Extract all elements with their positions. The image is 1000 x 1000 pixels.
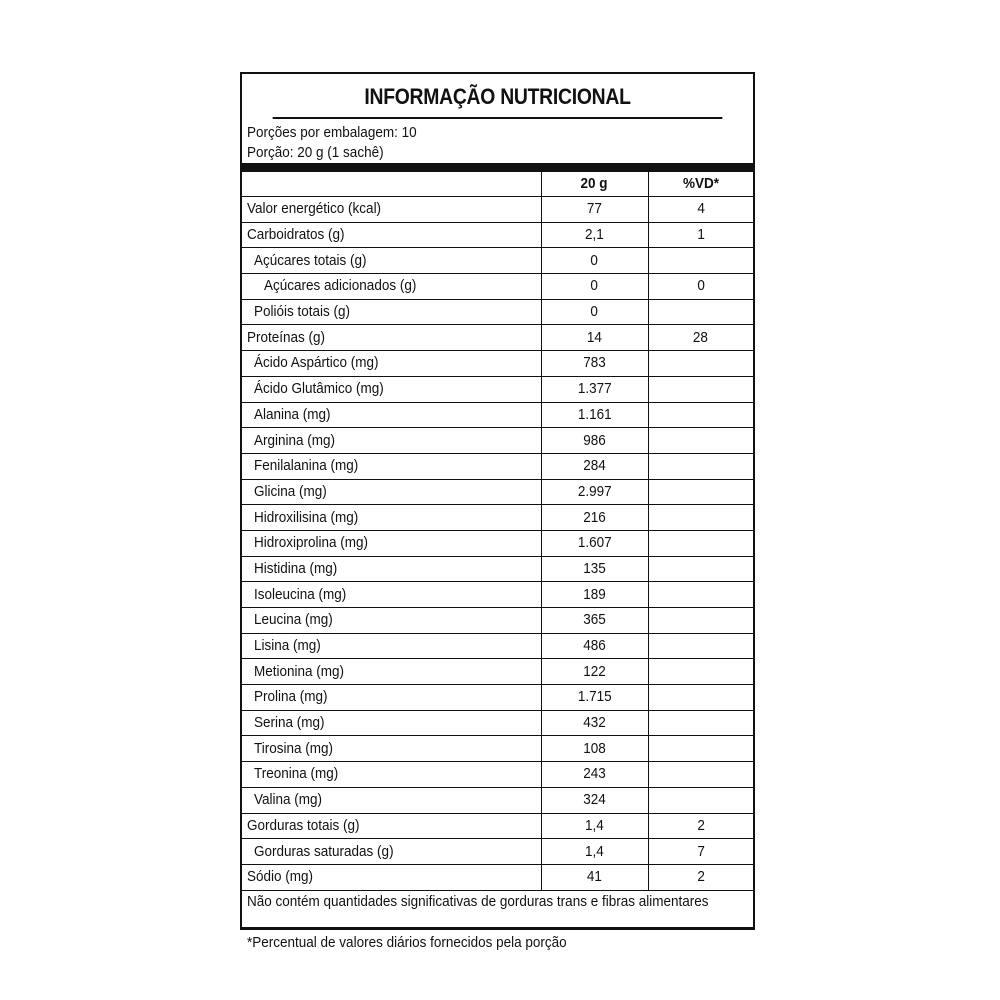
table-row: [242, 813, 753, 839]
table-row: [242, 402, 753, 428]
table-row: [242, 582, 753, 608]
nutrient-name: Ácido Aspártico (mg): [242, 351, 541, 377]
nutrient-name: Ácido Glutâmico (mg): [242, 376, 541, 402]
nutrient-name: Histidina (mg): [242, 556, 541, 582]
nutrient-amount: 2.997: [541, 479, 648, 505]
nutrient-daily-value: [648, 582, 753, 608]
nutrient-amount: 486: [541, 633, 648, 659]
nutrient-amount: 41: [541, 864, 648, 889]
nutrient-daily-value: [648, 608, 753, 634]
nutrient-daily-value: [648, 428, 753, 454]
nutrient-daily-value: 2: [648, 864, 753, 889]
nutrient-amount: 77: [541, 197, 648, 223]
nutrient-amount: 365: [541, 608, 648, 634]
nutrient-daily-value: [648, 736, 753, 762]
portion-info: [242, 119, 753, 163]
table-row: [242, 505, 753, 531]
table-row: [242, 530, 753, 556]
nutrient-name: Metionina (mg): [242, 659, 541, 685]
nutrient-name: Gorduras saturadas (g): [242, 839, 541, 865]
table-row: [242, 608, 753, 634]
header-nutrient: [242, 172, 541, 197]
nutrient-name: Proteínas (g): [242, 325, 541, 351]
table-row: [242, 633, 753, 659]
nutrient-daily-value: 28: [648, 325, 753, 351]
nutrition-table: [242, 172, 753, 890]
nutrient-name: Fenilalanina (mg): [242, 453, 541, 479]
nutrient-name: Hidroxiprolina (mg): [242, 530, 541, 556]
nutrient-amount: 0: [541, 248, 648, 274]
nutrient-name: Carboidratos (g): [242, 222, 541, 248]
nutrient-name: Sódio (mg): [242, 864, 541, 889]
nutrient-amount: 1.161: [541, 402, 648, 428]
thick-divider: [242, 163, 753, 172]
table-row: [242, 248, 753, 274]
label-title: INFORMAÇÃO NUTRICIONAL: [273, 74, 723, 119]
table-row: [242, 428, 753, 454]
nutrient-daily-value: 7: [648, 839, 753, 865]
portions-per-package: Porções por embalagem: 10: [247, 124, 417, 141]
nutrient-amount: 0: [541, 299, 648, 325]
nutrient-daily-value: [648, 659, 753, 685]
nutrient-amount: 284: [541, 453, 648, 479]
nutrient-amount: 122: [541, 659, 648, 685]
nutrient-name: Glicina (mg): [242, 479, 541, 505]
nutrient-amount: 0: [541, 274, 648, 300]
nutrient-amount: 135: [541, 556, 648, 582]
nutrient-amount: 189: [541, 582, 648, 608]
nutrient-rows: [242, 197, 753, 890]
table-row: [242, 685, 753, 711]
portion-size: Porção: 20 g (1 sachê): [247, 144, 384, 161]
table-row: [242, 787, 753, 813]
nutrient-daily-value: [648, 710, 753, 736]
nutrient-daily-value: [648, 479, 753, 505]
table-row: [242, 376, 753, 402]
nutrient-name: Tirosina (mg): [242, 736, 541, 762]
nutrient-daily-value: [648, 633, 753, 659]
table-row: [242, 479, 753, 505]
nutrient-amount: 14: [541, 325, 648, 351]
table-row: [242, 556, 753, 582]
nutrition-note: Não contém quantidades significativas de gorduras trans e fibras alimentares: [242, 890, 753, 927]
nutrient-name: Isoleucina (mg): [242, 582, 541, 608]
nutrient-daily-value: 1: [648, 222, 753, 248]
table-row: [242, 299, 753, 325]
nutrient-name: Hidroxilisina (mg): [242, 505, 541, 531]
nutrient-daily-value: [648, 453, 753, 479]
nutrient-daily-value: [648, 556, 753, 582]
table-row: [242, 710, 753, 736]
nutrient-name: Alanina (mg): [242, 402, 541, 428]
nutrient-daily-value: [648, 685, 753, 711]
nutrient-amount: 1,4: [541, 839, 648, 865]
table-row: [242, 762, 753, 788]
nutrient-amount: 986: [541, 428, 648, 454]
nutrient-amount: 1.715: [541, 685, 648, 711]
table-row: [242, 274, 753, 300]
nutrient-name: Lisina (mg): [242, 633, 541, 659]
nutrient-daily-value: [648, 762, 753, 788]
table-row: [242, 864, 753, 889]
nutrient-amount: 1.607: [541, 530, 648, 556]
nutrient-name: Leucina (mg): [242, 608, 541, 634]
nutrient-name: Açúcares adicionados (g): [242, 274, 541, 300]
table-row: [242, 453, 753, 479]
nutrient-daily-value: [648, 787, 753, 813]
nutrient-amount: 432: [541, 710, 648, 736]
table-row: [242, 839, 753, 865]
nutrient-name: Gorduras totais (g): [242, 813, 541, 839]
nutrient-name: Valina (mg): [242, 787, 541, 813]
nutrient-daily-value: 4: [648, 197, 753, 223]
nutrient-daily-value: [648, 248, 753, 274]
nutrient-name: Valor energético (kcal): [242, 197, 541, 223]
header-amount: 20 g: [541, 172, 648, 197]
table-header-row: [242, 172, 753, 197]
nutrient-amount: 243: [541, 762, 648, 788]
nutrient-daily-value: 2: [648, 813, 753, 839]
nutrient-name: Serina (mg): [242, 710, 541, 736]
table-row: [242, 325, 753, 351]
nutrient-amount: 1,4: [541, 813, 648, 839]
nutrient-name: Polióis totais (g): [242, 299, 541, 325]
nutrient-name: Treonina (mg): [242, 762, 541, 788]
nutrient-daily-value: [648, 299, 753, 325]
nutrient-amount: 1.377: [541, 376, 648, 402]
table-row: [242, 197, 753, 223]
nutrient-name: Açúcares totais (g): [242, 248, 541, 274]
nutrient-daily-value: [648, 530, 753, 556]
nutrient-amount: 2,1: [541, 222, 648, 248]
nutrient-name: Arginina (mg): [242, 428, 541, 454]
nutrient-daily-value: [648, 402, 753, 428]
nutrient-daily-value: 0: [648, 274, 753, 300]
nutrient-daily-value: [648, 505, 753, 531]
table-row: [242, 351, 753, 377]
nutrient-amount: 324: [541, 787, 648, 813]
table-row: [242, 222, 753, 248]
header-daily-value: %VD*: [648, 172, 753, 197]
nutrient-amount: 783: [541, 351, 648, 377]
table-row: [242, 659, 753, 685]
nutrition-facts-label: [240, 72, 755, 951]
table-row: [242, 736, 753, 762]
nutrient-amount: 108: [541, 736, 648, 762]
nutrient-amount: 216: [541, 505, 648, 531]
daily-value-footnote: *Percentual de valores diários fornecidos pela porção: [242, 927, 753, 953]
nutrient-daily-value: [648, 351, 753, 377]
nutrient-daily-value: [648, 376, 753, 402]
nutrient-name: Prolina (mg): [242, 685, 541, 711]
